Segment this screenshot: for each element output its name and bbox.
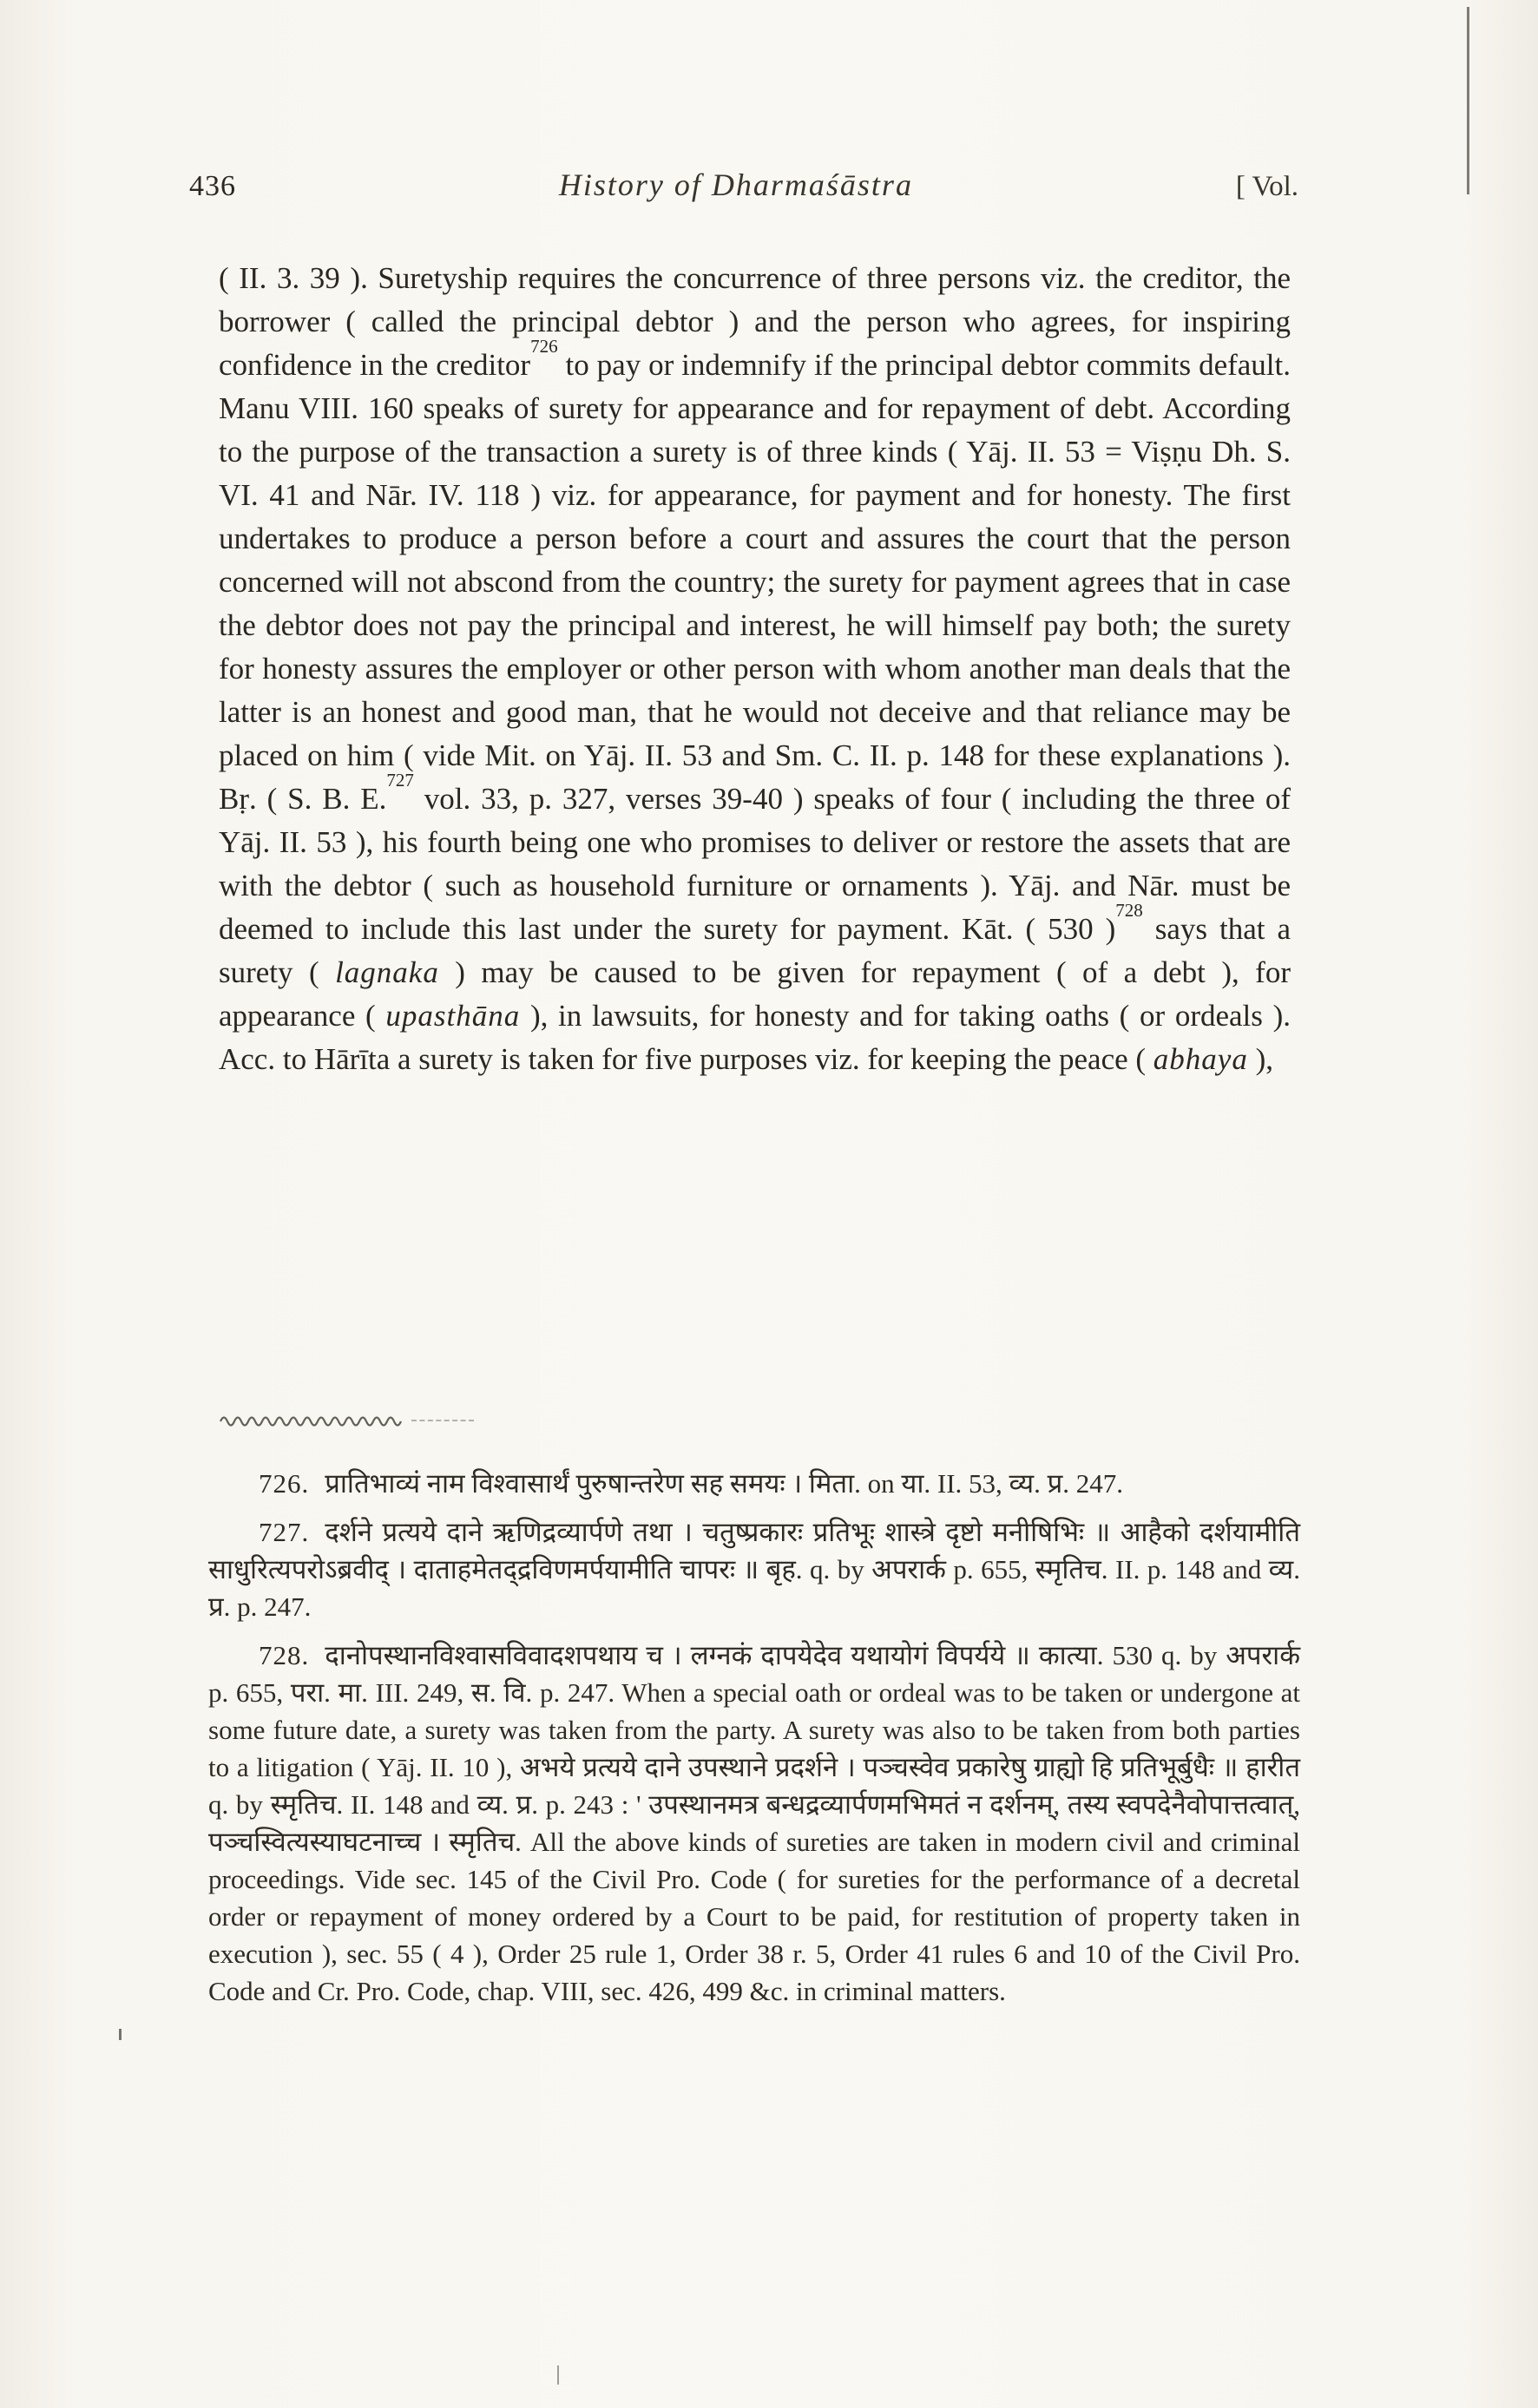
body-paragraph	[219, 257, 1291, 1081]
volume-label: [ Vol.	[1235, 171, 1298, 202]
footnote-727	[208, 1513, 1300, 1625]
footnote-divider	[219, 1413, 474, 1428]
squiggle-divider-icon	[219, 1413, 403, 1428]
footnote-726	[208, 1465, 1300, 1502]
footnote-number: 728.	[259, 1640, 310, 1670]
footnote-number: 726.	[259, 1468, 310, 1499]
body-segment: vol. 33, p. 327, verses 39-40 ) speaks of four ( including the three of Yāj. II. 53 ), his fourth being one who promises to deliver or restore the assets that are with the debtor ( such as household furniture or ornaments ). Yāj. and Nār. must be deemed to include this last under the surety for payment. Kāt. ( 530 )	[219, 782, 1291, 946]
footnote-ref-727: 727	[386, 770, 414, 791]
main-text-block	[219, 257, 1291, 1081]
scan-artifact-vertical-line	[1467, 7, 1469, 194]
footnote-ref-728: 728	[1115, 900, 1143, 922]
body-segment: to pay or indemnify if the principal debtor commits default. Manu VIII. 160 speaks of surety for appearance and for repayment of debt. According to the purpose of the transaction a surety is of three kinds ( Yāj. II. 53 = Viṣṇu Dh. S. VI. 41 and Nār. IV. 118 ) viz. for appearance, for payment and for honesty. The first undertakes to produce a person before a court and assures the court that the person concerned will not abscond from the country; the surety for payment agrees that in case the debtor does not pay the principal and interest, he will himself pay both; the surety for honesty assures the employer or other person with whom another man deals that the latter is an honest and good man, that he would not deceive and that reliance may be placed on him ( vide Mit. on Yāj. II. 53 and Sm. C. II. p. 148 for these explanations ). Bṛ. ( S. B. E.	[219, 348, 1291, 816]
running-title: History of Dharmaśāstra	[558, 167, 913, 202]
body-segment: ), in lawsuits, for honesty and for taking oaths ( or ordeals ). Acc. to Hārīta a surety is taken for five purposes viz. for keeping the peace (	[219, 999, 1291, 1076]
footnote-728	[208, 1637, 1300, 2010]
italic-term-upasthana: upasthāna	[385, 999, 521, 1033]
divider-dash-tail	[411, 1420, 474, 1421]
footnotes-section	[208, 1465, 1300, 2021]
body-segment: ),	[1247, 1042, 1273, 1076]
footnote-number: 727.	[259, 1517, 310, 1547]
italic-term-lagnaka: lagnaka	[335, 955, 439, 989]
body-segment: ( II. 3. 39 ). Suretyship requires the concurrence of three persons viz. the creditor, the borrower ( called the principal debtor ) and the person who agrees, for inspiring confidence in the creditor	[219, 261, 1291, 382]
footnote-text: दर्शने प्रत्यये दाने ऋणिद्रव्यार्पणे तथा । चतुष्प्रकारः प्रतिभूः शास्त्रे दृष्टो मनीषिभिः ॥ आहैको दर्शयामीति साधुरित्यपरोऽब्रवीद् । दाताहमेतद्द्रविणमर्पयामीति चापरः ॥ बृह. q. by अपरार्क p. 655, स्मृतिच. II. p. 148 and व्य. प्र. p. 247.	[208, 1517, 1300, 1622]
footnote-text: दानोपस्थानविश्वासविवादशपथाय च । लग्नकं दापयेदेव यथायोगं विपर्यये ॥ कात्या. 530 q. by अपरार्क p. 655, परा. मा. III. 249, स. वि. p. 247. When a special oath or ordeal was to be taken or undergone at some future date, a surety was taken from the party. A surety was also to be taken from both parties to a litigation ( Yāj. II. 10 ), अभये प्रत्यये दाने उपस्थाने प्रदर्शने । पञ्चस्वेव प्रकारेषु ग्राह्यो हि प्रतिभूर्बुधैः ॥ हारीत q. by स्मृतिच. II. 148 and व्य. प्र. p. 243 : ' उपस्थानमत्र बन्धद्रव्यार्पणमभिमतं न दर्शनम्, तस्य स्वपदेनैवोपात्तत्वात्, पञ्चस्वित्यस्याघटनाच्च । स्मृतिच. All the above kinds of sureties are taken in modern civil and criminal proceedings. Vide sec. 145 of the Civil Pro. Code ( for sureties for the performance of a decretal order or repayment of money ordered by a Court to be paid, for restitution of property taken in execution ), sec. 55 ( 4 ), Order 25 rule 1, Order 38 r. 5, Order 41 rules 6 and 10 of the Civil Pro. Code and Cr. Pro. Code, chap. VIII, sec. 426, 499 &c. in criminal matters.	[208, 1640, 1300, 2006]
footnote-text: प्रातिभाव्यं नाम विश्वासार्थं पुरुषान्तरेण सह समयः । मिता. on या. II. 53, व्य. प्र. 247.	[325, 1468, 1123, 1499]
body-segment: ) may be caused to be given for repayment ( of a debt ), for appearance (	[219, 955, 1291, 1033]
body-segment: says that a surety (	[219, 912, 1291, 989]
scan-artifact-bottom-tick	[557, 2365, 559, 2385]
italic-term-abhaya: abhaya	[1153, 1042, 1248, 1076]
page-header	[189, 167, 1298, 203]
scan-artifact-margin-tick	[119, 2029, 122, 2040]
page-number: 436	[189, 170, 236, 202]
footnote-ref-726: 726	[530, 336, 558, 358]
